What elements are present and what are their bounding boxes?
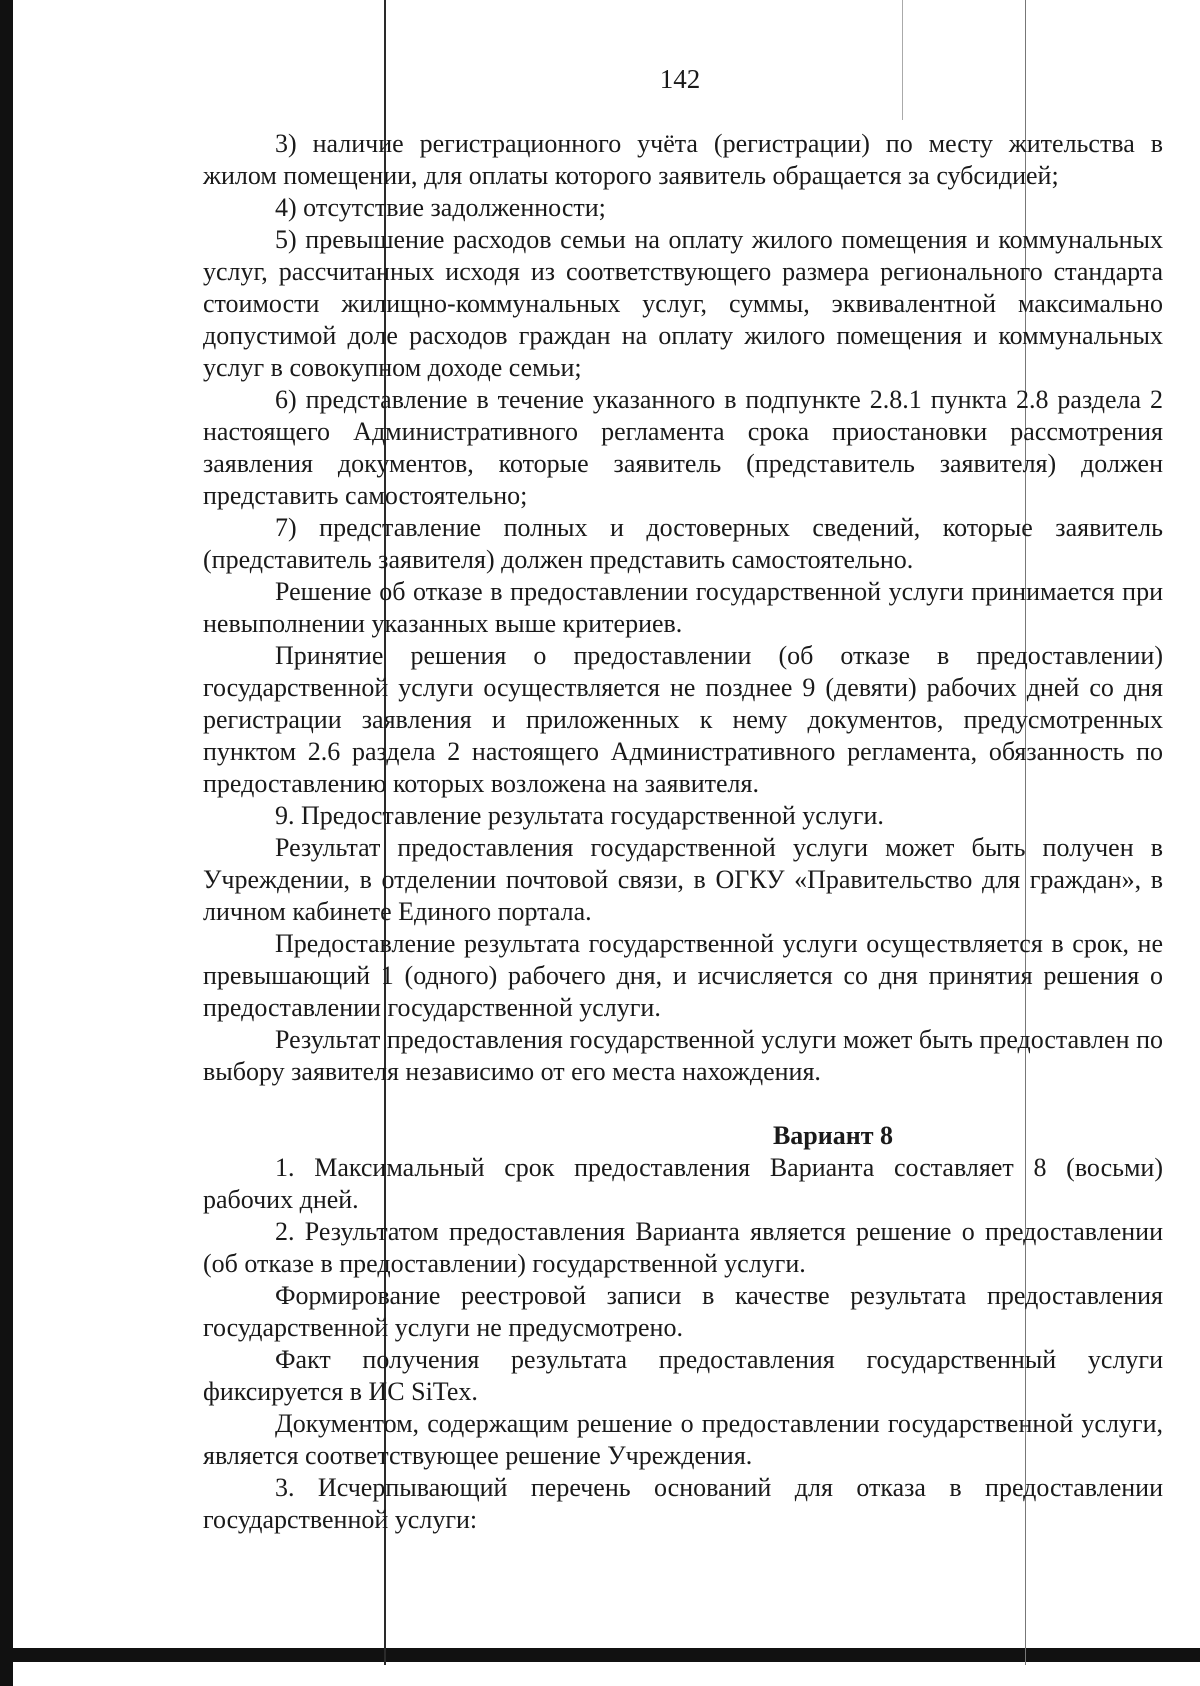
paragraph: Решение об отказе в предоставлении государственной услуги принимается при невыполнении указанных выше критериев. — [203, 577, 1163, 638]
paragraph: 9. Предоставление результата государственной услуги. — [275, 801, 884, 830]
scan-edge-bottom — [0, 1648, 1200, 1662]
paragraph: Предоставление результата государственной услуги осуществляется в срок, не превышающий 1 (одного) рабочего дня, и исчисляется со дня принятия решения о предоставлении государственной услуги. — [203, 929, 1163, 1022]
page-number: 142 — [659, 64, 701, 94]
paragraph: 3. Исчерпывающий перечень оснований для отказа в предоставлении государственной услуги: — [203, 1473, 1163, 1534]
paragraph: 4) отсутствие задолженности; — [275, 193, 606, 222]
paragraph: 1. Максимальный срок предоставления Варианта составляет 8 (восьми) рабочих дней. — [203, 1153, 1163, 1214]
paragraph: 7) представление полных и достоверных сведений, которые заявитель (представитель заявителя) должен представить самостоятельно. — [203, 513, 1163, 574]
paragraph: Результат предоставления государственной услуги может быть предоставлен по выбору заявителя независимо от его места нахождения. — [203, 1025, 1163, 1086]
paragraph: 2. Результатом предоставления Варианта является решение о предоставлении (об отказе в предоставлении) государственной услуги. — [203, 1217, 1163, 1278]
paragraph: Принятие решения о предоставлении (об отказе в предоставлении) государственной услуги осуществляется не позднее 9 (девяти) рабочих дней со дня регистрации заявления и приложенных к нему документов, предусмотренных пунктом 2.6 раздела 2 настоящего Административного регламента, обязанность по предоставлению которых возложена на заявителя. — [203, 641, 1163, 798]
paragraph: Результат предоставления государственной услуги может быть получен в Учреждении, в отделении почтовой связи, в ОГКУ «Правительство для граждан», в личном кабинете Единого портала. — [203, 833, 1163, 926]
paragraph: Документом, содержащим решение о предоставлении государственной услуги, является соответствующее решение Учреждения. — [203, 1409, 1163, 1470]
paragraph: 3) наличие регистрационного учёта (регистрации) по месту жительства в жилом помещении, для оплаты которого заявитель обращается за субсидией; — [203, 129, 1163, 190]
paragraph: Формирование реестровой записи в качестве результата предоставления государственной услуги не предусмотрено. — [203, 1281, 1163, 1342]
document-body — [203, 128, 1163, 1536]
paragraph: 6) представление в течение указанного в подпункте 2.8.1 пункта 2.8 раздела 2 настоящего Административного регламента срока приостановки рассмотрения заявления документов, которые заявитель (представитель заявителя) должен представить самостоятельно; — [203, 385, 1163, 510]
scan-edge-left — [0, 0, 13, 1686]
paragraph: 5) превышение расходов семьи на оплату жилого помещения и коммунальных услуг, рассчитанных исходя из соответствующего размера регионального стандарта стоимости жилищно-коммунальных услуг, суммы, эквивалентной максимально допустимой доле расходов граждан на оплату жилого помещения и коммунальных услуг в совокупном доходе семьи; — [203, 225, 1163, 382]
section-heading: Вариант 8 — [772, 1121, 894, 1150]
paragraph: Факт получения результата предоставления государственный услуги фиксируется в ИС SiTex. — [203, 1345, 1163, 1406]
fold-line — [902, 0, 903, 120]
